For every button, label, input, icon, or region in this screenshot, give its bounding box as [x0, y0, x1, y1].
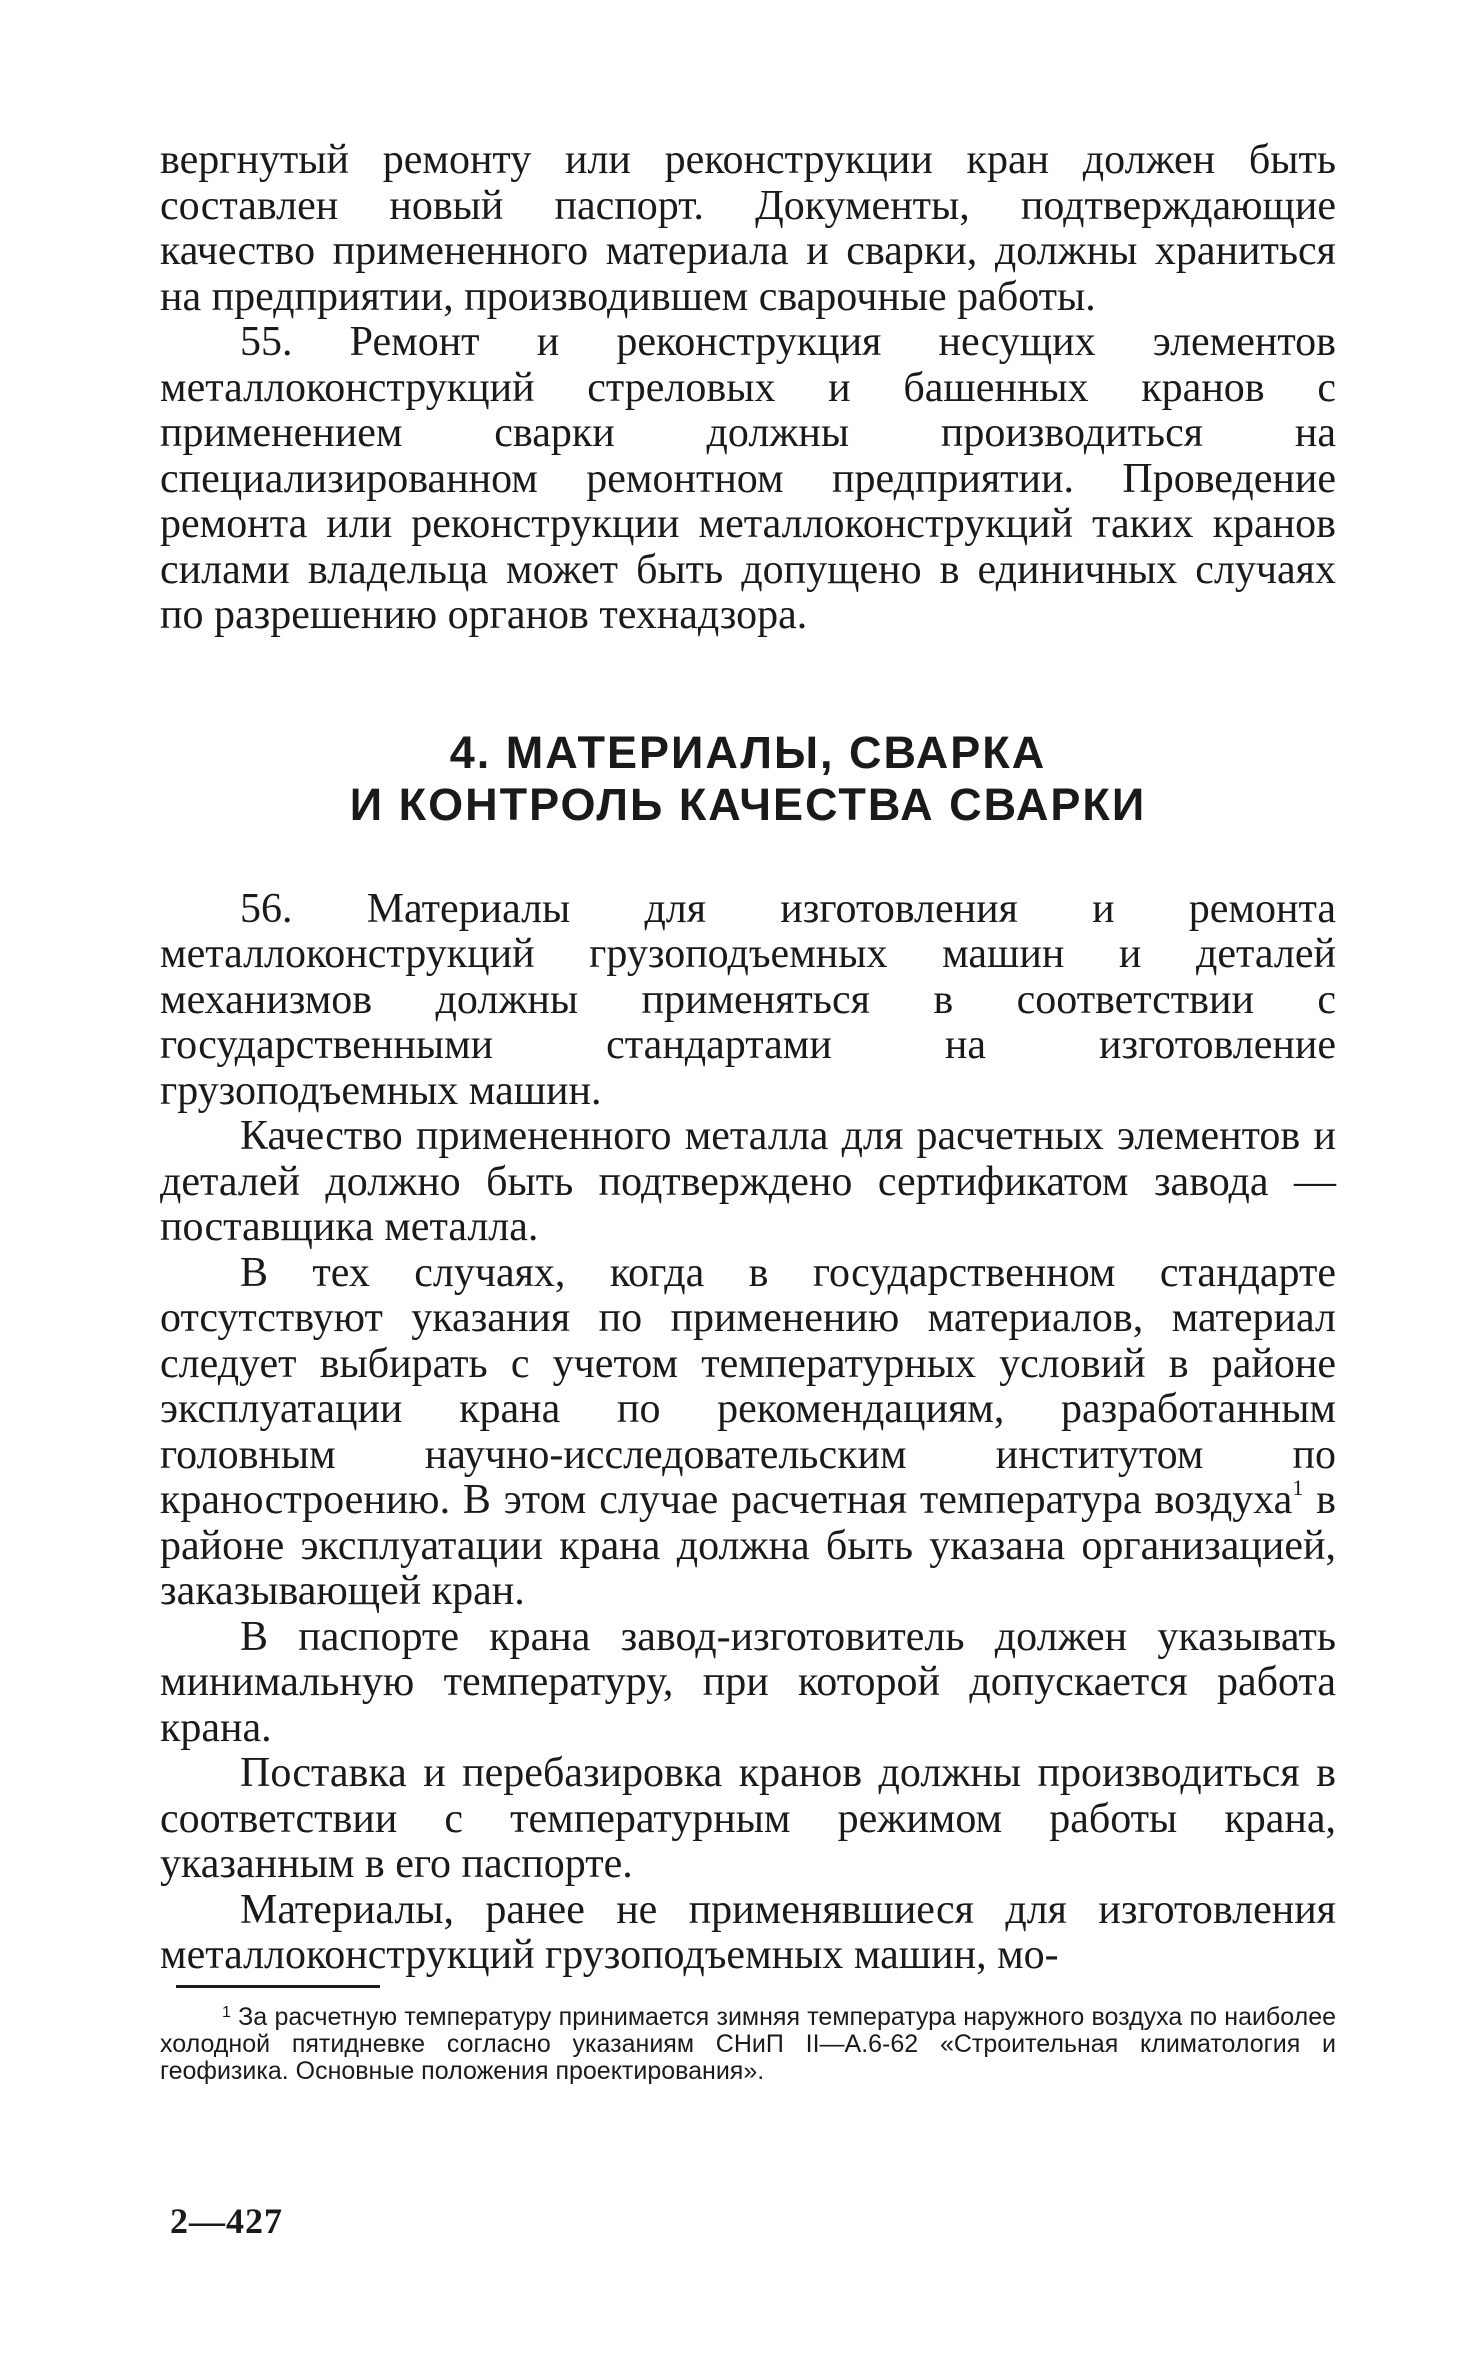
paragraph-continuation: вергнутый ремонту или реконструкции кран должен быть составлен новый паспорт. Документы, подтверждающие качество примененного материала и сварки, должны храниться на предприятии, производившем сварочные работы.	[160, 137, 1336, 320]
page-body	[160, 138, 1336, 1979]
paragraph-new-materials: Материалы, ранее не применявшиеся для изготовления металлоконструкций грузоподъемных машин, мо-	[160, 1886, 1336, 1978]
paragraph-metal-quality: Качество примененного металла для расчетных элементов и деталей должно быть подтверждено сертификатом завода — поставщика металла.	[160, 1113, 1336, 1250]
footnote-text: За расчетную температуру принимается зимняя температура наружного воздуха по наиболее холодной пятидневке согласно указаниям СНиП II—А.6-62 «Строительная климатология и геофизика. Основные положения проектирования».	[160, 2003, 1336, 2085]
paragraph-56: 56. Материалы для изготовления и ремонта металлоконструкций грузоподъемных машин и деталей механизмов должны применяться в соответствии с государственными стандартами на изготовление грузоподъемных машин.	[160, 885, 1336, 1114]
paragraph-missing-standards-part-2: в районе эксплуатации крана должна быть указана организацией, заказывающей кран.	[160, 1477, 1336, 1614]
printer-signature: 2—427	[170, 2201, 283, 2241]
footnote-mark: 1	[222, 2004, 231, 2021]
paragraph-55: 55. Ремонт и реконструкция несущих элементов металлоконструкций стреловых и башенных кранов с применением сварки должны производиться на специализированном ремонтном предприятии. Проведение ремонта или реконструкции металлоконструкций таких кранов силами владельца может быть допущено в единичных случаях по разрешению органов технадзора.	[160, 319, 1336, 638]
section-heading-line-2: И КОНТРОЛЬ КАЧЕСТВА СВАРКИ	[349, 778, 1147, 830]
section-heading-line-1: 4. МАТЕРИАЛЫ, СВАРКА	[449, 726, 1047, 778]
footnote	[160, 2004, 1336, 2085]
footnote-reference: 1	[1292, 1475, 1304, 1500]
paragraph-delivery: Поставка и перебазировка кранов должны производиться в соответствии с температурным режимом работы крана, указанным в его паспорте.	[160, 1750, 1336, 1887]
paragraph-missing-standards	[160, 1251, 1336, 1615]
footnote-divider	[176, 1985, 380, 1988]
paragraph-missing-standards-part-1: В тех случаях, когда в государственном стандарте отсутствуют указания по применению материалов, материал следует выбирать с учетом температурных условий в районе эксплуатации крана по рекомендациям, разработанным головным научно-исследовательским институтом по краностроению. В этом случае расчетная температура воздуха	[160, 1249, 1336, 1523]
section-heading	[160, 727, 1336, 831]
paragraph-passport: В паспорте крана завод-изготовитель должен указывать минимальную температуру, при которой допускается работа крана.	[160, 1613, 1336, 1751]
